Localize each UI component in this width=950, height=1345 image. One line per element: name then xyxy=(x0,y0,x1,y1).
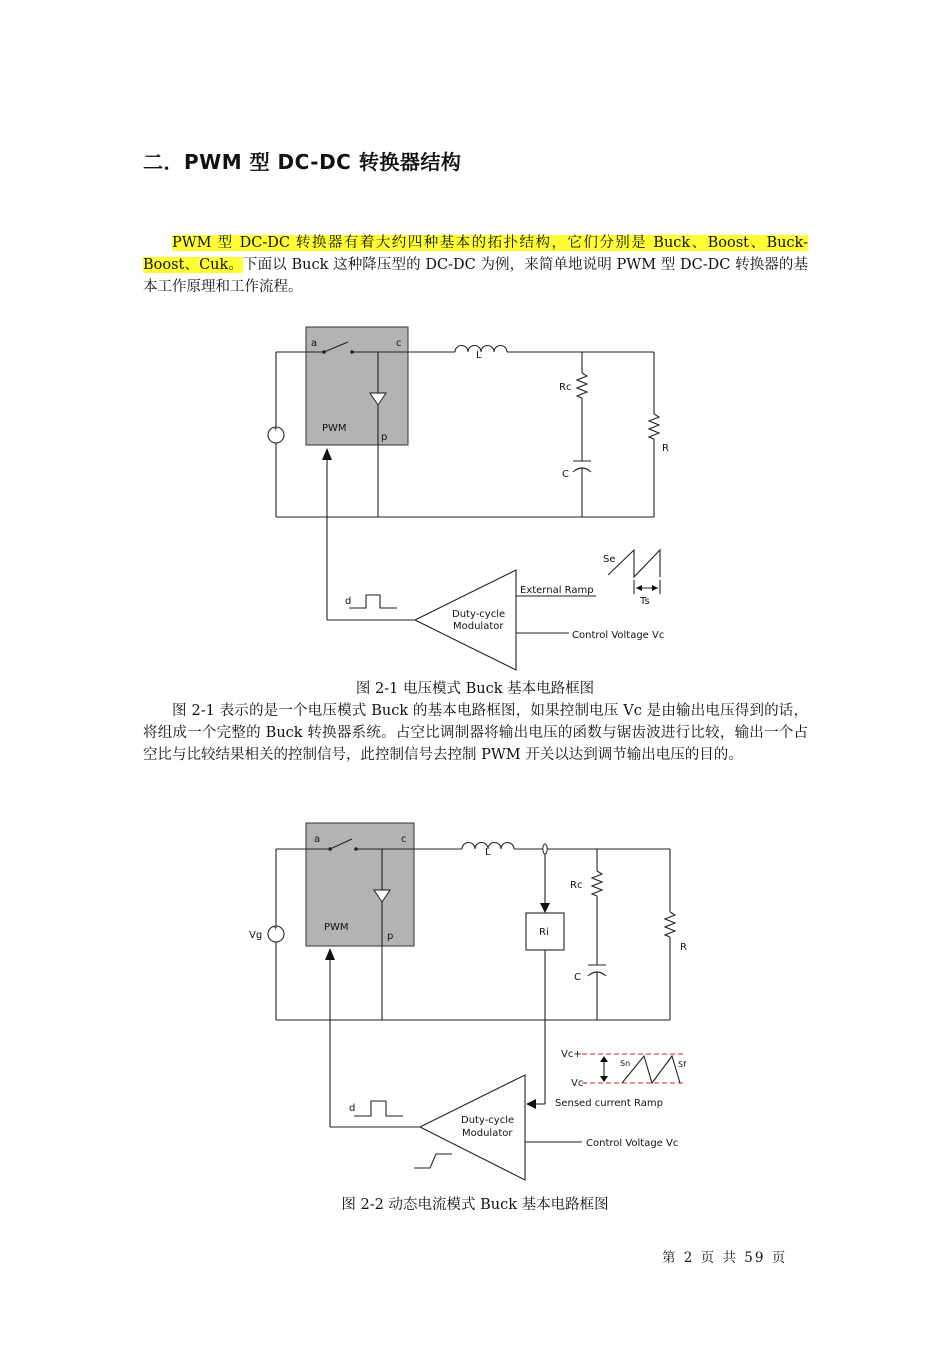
modulator-label-2-1: Duty-cycle xyxy=(461,1115,515,1126)
label-rc-2: Rc xyxy=(570,880,583,891)
resistor-rc-2 xyxy=(592,871,602,896)
intro-rest-text: 下面以 Buck 这种降压型的 DC-DC 为例，来简单地说明 PWM 型 DC-DC 转换器的基本工作原理和工作流程。 xyxy=(143,257,808,295)
label-pwm: PWM xyxy=(322,423,347,434)
label-r: R xyxy=(662,443,669,454)
label-p-2: p xyxy=(387,931,394,942)
pwm-switch-box-2 xyxy=(306,823,414,946)
svg-text:+: + xyxy=(273,925,279,932)
duty-cycle-modulator xyxy=(415,570,516,670)
label-control-voltage: Control Voltage Vc xyxy=(572,630,665,641)
modulator-label-2: Modulator xyxy=(453,621,504,632)
label-c: c xyxy=(396,338,402,349)
label-vc-plus: Vc+ xyxy=(561,1049,582,1060)
resistor-rc xyxy=(577,373,587,398)
modulator-label-2-2: Modulator xyxy=(462,1128,513,1139)
label-c-2: c xyxy=(401,834,407,845)
label-d: d xyxy=(345,596,352,607)
label-se: Se xyxy=(603,554,616,565)
label-a: a xyxy=(311,338,318,349)
label-rc: Rc xyxy=(559,382,572,393)
label-l-2: L xyxy=(485,847,491,858)
label-p: p xyxy=(381,432,388,443)
label-sn: Sn xyxy=(620,1059,631,1068)
label-c-cap-2: C xyxy=(574,972,581,983)
figure2-caption: 图 2-2 动态电流模式 Buck 基本电路框图 xyxy=(341,1197,609,1213)
label-sf: Sf xyxy=(678,1060,686,1069)
label-c-cap: C xyxy=(562,469,569,480)
label-external-ramp: External Ramp xyxy=(520,585,594,596)
label-d-2: d xyxy=(349,1103,356,1114)
label-vc-minus: Vc- xyxy=(571,1078,587,1089)
figure1-caption: 图 2-1 电压模式 Buck 基本电路框图 xyxy=(355,681,595,697)
svg-text:+: + xyxy=(273,426,279,433)
label-pwm-2: PWM xyxy=(324,922,349,933)
label-a-2: a xyxy=(314,834,321,845)
modulator-label-1: Duty-cycle xyxy=(452,609,506,620)
resistor-r xyxy=(649,414,659,439)
explanation-paragraph: 图 2-1 表示的是一个电压模式 Buck 的基本电路框图，如果控制电压 Vc 是由输出电压得到的话，将组成一个完整的 Buck 转换器系统。占空比调制器将输出电压的函数与锯齿波进行比较，输出一个占空比与比较结果相关的控制信号，此控制信号去控制 PWM 开关以达到调节输出电压的目的。 xyxy=(143,703,808,763)
resistor-r-2 xyxy=(665,912,675,937)
label-control-voltage-2: Control Voltage Vc xyxy=(586,1138,679,1149)
label-l: L xyxy=(476,350,482,361)
label-ts: Ts xyxy=(640,596,650,607)
highlighted-text: PWM 型 DC-DC 转换器有着大约四种基本的拓扑结构，它们分别是 Buck、Boost、Buck-Boost、Cuk。 xyxy=(143,235,808,273)
label-ri: Ri xyxy=(539,927,549,938)
label-sensed-ramp: Sensed current Ramp xyxy=(555,1098,663,1109)
current-ramp-waveform xyxy=(622,1056,680,1083)
label-r-2: R xyxy=(680,942,687,953)
section-heading: 二．PWM 型 DC-DC 转换器结构 xyxy=(143,150,462,174)
sawtooth-waveform xyxy=(608,550,660,577)
label-vg: Vg xyxy=(249,930,263,941)
figure2-circuit-diagram xyxy=(0,800,950,1200)
page-footer: 第 2 页 共 59 页 xyxy=(662,1250,788,1266)
